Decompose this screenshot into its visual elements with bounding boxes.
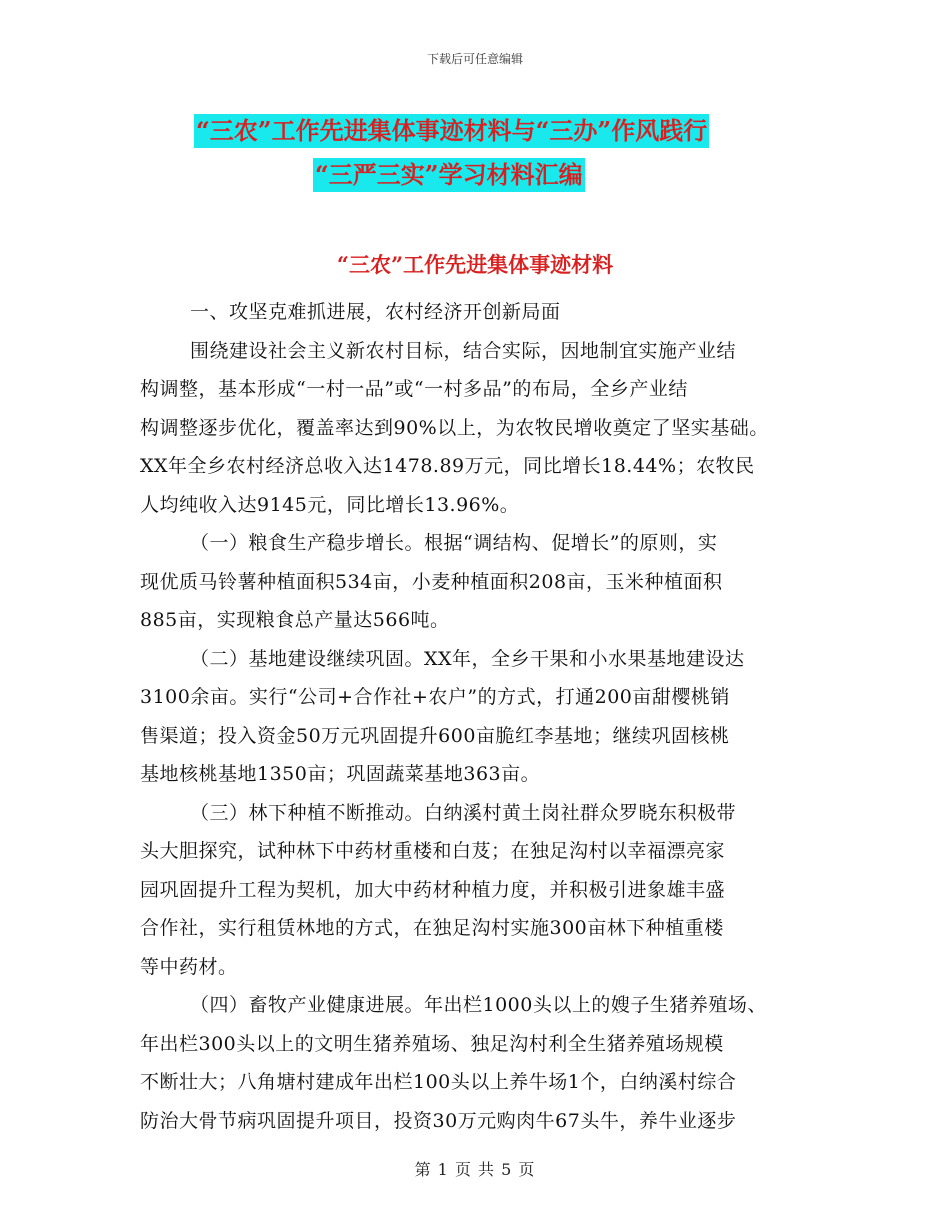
title-line-2: “三严三实”学习材料汇编 bbox=[313, 158, 585, 192]
body-line: 头大胆探究，试种林下中药材重楼和白芨；在独足沟村以幸福漂亮家 bbox=[140, 840, 726, 862]
body-line: 构调整逐步优化，覆盖率达到90%以上，为农牧民增收奠定了坚实基础。 bbox=[140, 416, 769, 439]
body-line: XX年全乡农村经济总收入达1478.89万元，同比增长18.44%；农牧民 bbox=[140, 455, 755, 477]
body-line: （二）基地建设继续巩固。XX年，全乡干果和小水果基地建设达 bbox=[190, 647, 745, 670]
body-line: （三）林下种植不断推动。白纳溪村黄土岗社群众罗晓东积极带 bbox=[190, 801, 737, 824]
body-line: 合作社，实行租赁林地的方式，在独足沟村实施300亩林下种植重楼 bbox=[140, 917, 724, 939]
body-line: 3100余亩。实行“公司+合作社+农户”的方式，打通200亩甜樱桃销 bbox=[140, 686, 730, 708]
body-line: （四）畜牧产业健康进展。年出栏1000头以上的嫂子生猪养殖场、 bbox=[190, 994, 767, 1016]
body-line: 围绕建设社会主义新农村目标，结合实际，因地制宜实施产业结 bbox=[190, 339, 737, 362]
body-line: 一、攻坚克难抓进展，农村经济开创新局面 bbox=[190, 301, 561, 323]
body-line: 售渠道；投入资金50万元巩固提升600亩脆红李基地；继续巩固核桃 bbox=[140, 724, 730, 747]
body-line: 园巩固提升工程为契机，加大中药材种植力度，并积极引进象雄丰盛 bbox=[140, 878, 726, 901]
body-line: 防治大骨节病巩固提升项目，投资30万元购肉牛67头牛，养牛业逐步 bbox=[140, 1109, 737, 1132]
body-line: 基地核桃基地1350亩；巩固蔬菜基地363亩。 bbox=[140, 763, 541, 785]
body-line: 年出栏300头以上的文明生猪养殖场、独足沟村利全生猪养殖场规模 bbox=[140, 1032, 724, 1055]
section-title: “三农”工作先进集体事迹材料 bbox=[336, 252, 614, 277]
page-number: 第 1 页 共 5 页 bbox=[414, 1160, 536, 1179]
body-line: 等中药材。 bbox=[140, 955, 238, 978]
body-line: 不断壮大；八角塘村建成年出栏100头以上养牛场1个，白纳溪村综合 bbox=[140, 1071, 737, 1093]
page-header-note: 下载后可任意编辑 bbox=[426, 52, 523, 66]
body-line: （一）粮食生产稳步增长。根据“调结构、促增长”的原则，实 bbox=[190, 532, 718, 554]
body-text bbox=[140, 293, 830, 1140]
body-line: 构调整，基本形成“一村一品”或“一村多品”的布局，全乡产业结 bbox=[140, 378, 688, 400]
body-line: 885亩，实现粮食总产量达566吨。 bbox=[140, 609, 450, 631]
body-line: 人均纯收入达9145元，同比增长13.96%。 bbox=[140, 493, 520, 516]
title-line-1: “三农”工作先进集体事迹材料与“三办”作风践行 bbox=[194, 114, 709, 148]
body-line: 现优质马铃薯种植面积534亩，小麦种植面积208亩，玉米种植面积 bbox=[140, 570, 723, 593]
